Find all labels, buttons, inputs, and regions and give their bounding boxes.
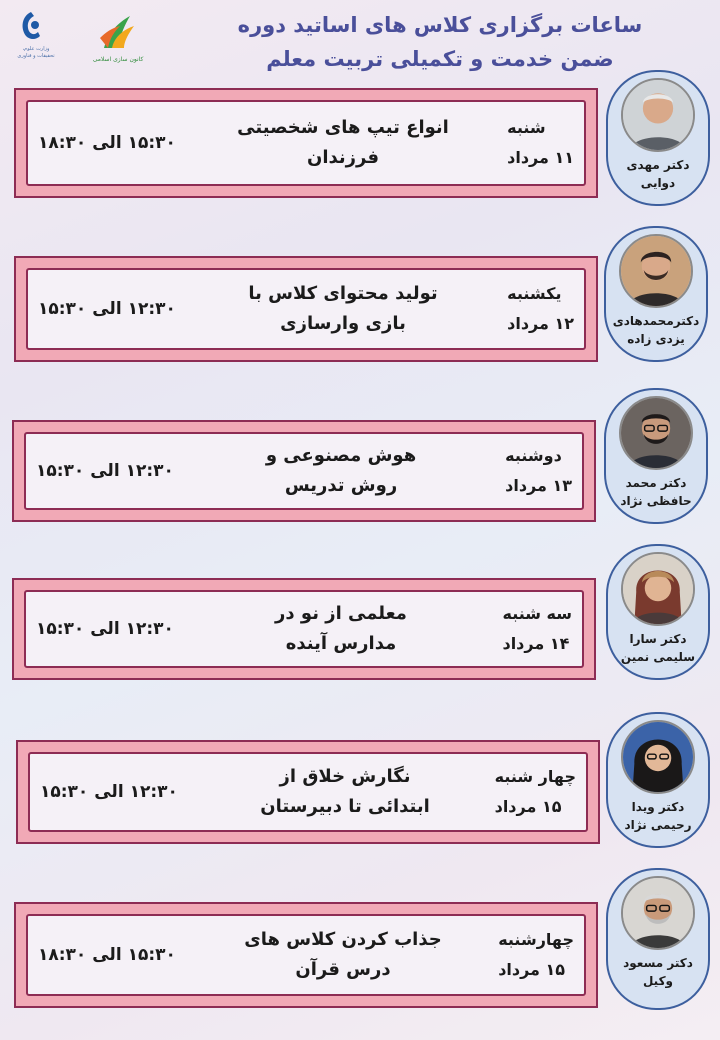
session-time: ۱۲:۳۰ الی ۱۵:۳۰	[40, 782, 178, 802]
session-day-date: ۱۵ مرداد	[498, 960, 566, 979]
session-title-line-1: انواع تیپ های شخصیتی	[237, 117, 449, 138]
session-card	[12, 578, 596, 680]
session-day: چهارشنبه	[498, 930, 574, 949]
instructor-card	[604, 226, 708, 362]
instructor-name	[606, 474, 706, 510]
session-card	[14, 88, 598, 198]
session-day: یکشنبه	[507, 284, 562, 303]
instructor-photo	[619, 234, 693, 308]
session-card-inner	[26, 268, 586, 350]
session-time: ۱۵:۳۰ الی ۱۸:۳۰	[38, 133, 176, 153]
session-date	[507, 270, 574, 348]
instructor-name	[608, 156, 708, 192]
session-card	[16, 740, 600, 844]
session-title-line-2: ابتدائی تا دبیرستان	[260, 796, 430, 817]
session-time: ۱۵:۳۰ الی ۱۸:۳۰	[38, 945, 176, 965]
instructor-card	[606, 868, 710, 1010]
instructor-photo	[621, 876, 695, 950]
instructor-name-line-2: دوایی	[640, 176, 676, 190]
session-day-date: ۱۵ مرداد	[494, 797, 562, 816]
instructor-name-line-2: حافظی نژاد	[620, 494, 692, 508]
instructor-photo	[621, 78, 695, 152]
instructor-photo	[621, 720, 695, 794]
session-date	[502, 592, 572, 666]
session-title	[216, 434, 466, 508]
session-card	[12, 420, 596, 522]
session-day: دوشنبه	[505, 446, 562, 465]
instructor-name-line-2: یزدی زاده	[627, 332, 685, 346]
session-day: سه شنبه	[502, 604, 572, 623]
session-title-line-2: مدارس آینده	[285, 633, 397, 654]
session-title-line-2: فرزندان	[306, 147, 380, 168]
session-card-inner	[26, 914, 586, 996]
session-day-date: ۱۴ مرداد	[502, 634, 570, 653]
title-line-2: ضمن خدمت و تکمیلی تربیت معلم	[266, 47, 614, 71]
session-day-date: ۱۲ مرداد	[507, 314, 574, 333]
instructor-name	[608, 798, 708, 834]
session-date	[495, 754, 576, 830]
session-title-line-2: درس قرآن	[295, 959, 391, 980]
session-title	[218, 102, 468, 184]
instructor-photo	[619, 396, 693, 470]
session-title-line-2: روش تدریس	[284, 475, 398, 496]
title-line-1: ساعات برگزاری کلاس های اساتید دوره	[237, 13, 643, 37]
instructor-photo	[621, 552, 695, 626]
session-time: ۱۲:۳۰ الی ۱۵:۳۰	[36, 461, 174, 481]
session-time: ۱۲:۳۰ الی ۱۵:۳۰	[38, 299, 176, 319]
session-title	[216, 592, 466, 666]
kanoon-logo-text: کانون سازی اسلامی	[92, 56, 144, 63]
session-date	[498, 916, 574, 994]
session-card-inner	[24, 590, 584, 668]
session-title	[218, 916, 468, 994]
instructor-name-line-1: دکتر سارا	[629, 632, 687, 646]
instructor-name-line-1: دکترمحمدهادی	[612, 314, 700, 328]
instructor-card	[606, 544, 710, 680]
session-date	[507, 102, 574, 184]
session-title	[218, 270, 468, 348]
session-title-line-2: بازی وارسازی	[280, 313, 406, 334]
logos	[10, 6, 170, 70]
session-day-date: ۱۳ مرداد	[505, 476, 572, 495]
session-title-line-1: هوش مصنوعی و	[265, 445, 417, 466]
instructor-name-line-1: دکتر ویدا	[631, 800, 685, 814]
session-title-line-1: جذاب کردن کلاس های	[244, 929, 442, 950]
ministry-logo-text: وزارت علوم، تحقیقات و فناوری	[17, 46, 55, 59]
session-card-inner	[24, 432, 584, 510]
session-date	[505, 434, 572, 508]
session-day: چهار شنبه	[494, 767, 576, 786]
session-day: شنبه	[507, 118, 546, 137]
instructor-name-line-2: رحیمی نژاد	[624, 818, 692, 832]
instructor-name-line-1: دکتر مهدی	[626, 158, 690, 172]
instructor-card	[604, 388, 708, 524]
kanoon-logo	[94, 8, 142, 62]
ministry-logo	[16, 10, 55, 59]
instructor-card	[606, 70, 710, 206]
instructor-name-line-2: وکیل	[642, 974, 674, 988]
session-card-inner	[28, 752, 588, 832]
session-title-line-1: تولید محتوای کلاس با	[248, 283, 438, 304]
instructor-card	[606, 712, 710, 848]
page-title	[180, 8, 700, 76]
session-card-inner	[26, 100, 586, 186]
session-title-line-1: معلمی از نو در	[275, 603, 407, 624]
instructor-name-line-2: سلیمی نمین	[620, 650, 696, 664]
session-day-date: ۱۱ مرداد	[507, 148, 574, 167]
session-time: ۱۲:۳۰ الی ۱۵:۳۰	[36, 619, 174, 639]
session-card	[14, 256, 598, 362]
instructor-name-line-1: دکتر محمد	[625, 476, 687, 490]
instructor-name	[608, 630, 708, 666]
instructor-name	[606, 312, 706, 348]
session-title-line-1: نگارش خلاق از	[279, 766, 411, 787]
session-title	[220, 754, 470, 830]
session-card	[14, 902, 598, 1008]
instructor-name-line-1: دکتر مسعود	[623, 956, 693, 970]
instructor-name	[608, 954, 708, 990]
